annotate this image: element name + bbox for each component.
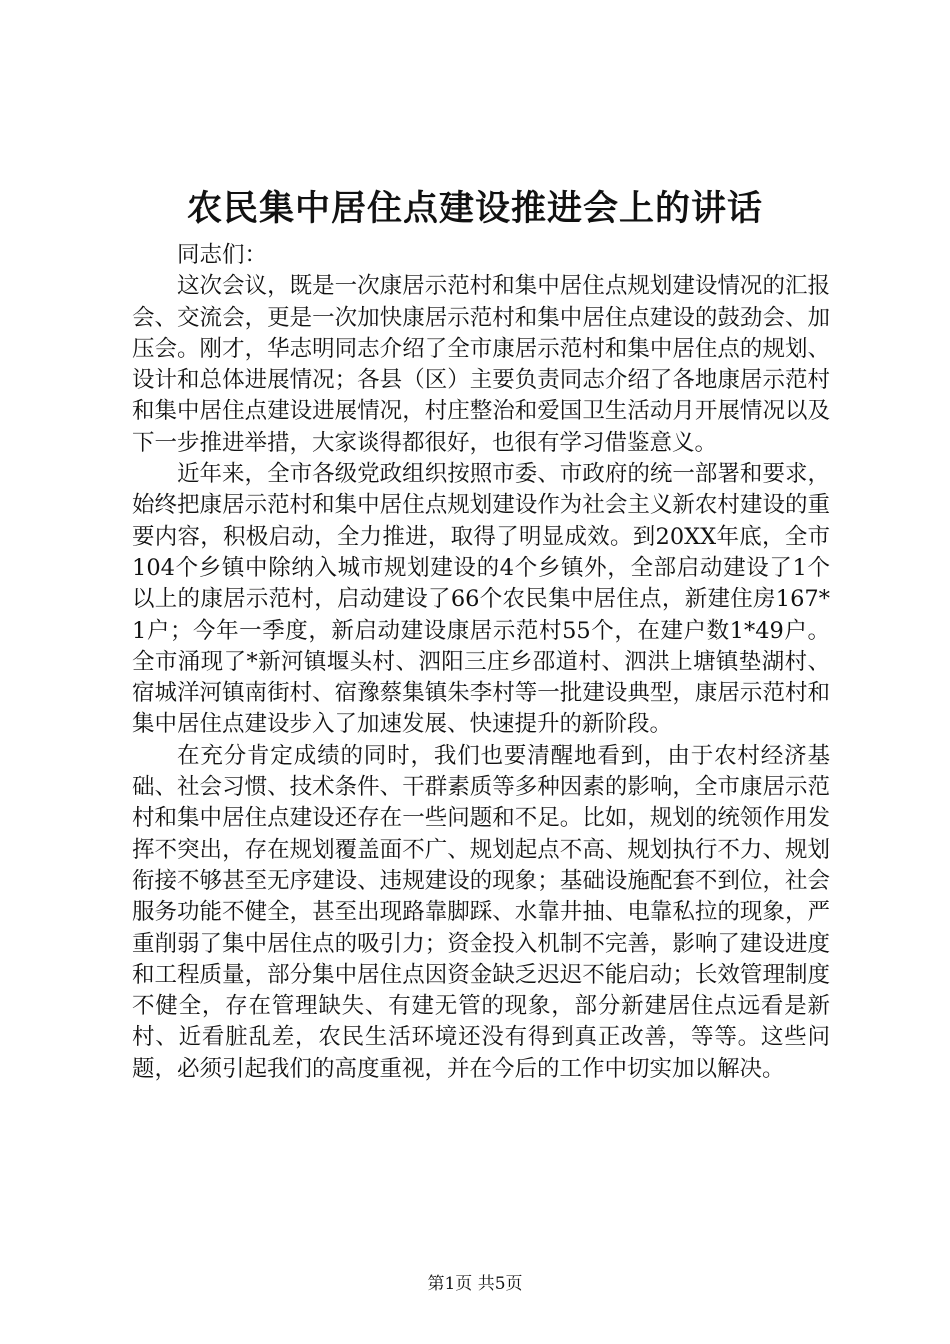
paragraph-1: 这次会议，既是一次康居示范村和集中居住点规划建设情况的汇报会、交流会，更是一次加快康居示范村和集中居住点建设的鼓劲会、加压会。刚才，华志明同志介绍了全市康居示范村和集中居住点的规划、设计和总体进展情况；各县（区）主要负责同志介绍了各地康居示范村和集中居住点建设进展情况，村庄整治和爱国卫生活动月开展情况以及下一步推进举措，大家谈得都很好，也很有学习借鉴意义。 [132, 273, 830, 456]
salutation: 同志们： [177, 242, 268, 268]
document-body [132, 240, 830, 1085]
paragraph-2: 近年来，全市各级党政组织按照市委、市政府的统一部署和要求，始终把康居示范村和集中居住点规划建设作为社会主义新农村建设的重要内容，积极启动，全力推进，取得了明显成效。到20XX年底，全市104个乡镇中除纳入城市规划建设的4个乡镇外，全部启动建设了1个以上的康居示范村，启动建设了66个农民集中居住点，新建住房167*1户；今年一季度，新启动建设康居示范村55个，在建户数1*49户。全市涌现了*新河镇堰头村、泗阳三庄乡邵道村、泗洪上塘镇垫湖村、宿城洋河镇南街村、宿豫蔡集镇朱李村等一批建设典型，康居示范村和集中居住点建设步入了加速发展、快速提升的新阶段。 [132, 461, 830, 738]
paragraph-3: 在充分肯定成绩的同时，我们也要清醒地看到，由于农村经济基础、社会习惯、技术条件、干群素质等多种因素的影响，全市康居示范村和集中居住点建设还存在一些问题和不足。比如，规划的统领作用发挥不突出，存在规划覆盖面不广、规划起点不高、规划执行不力、规划衔接不够甚至无序建设、违规建设的现象；基础设施配套不到位，社会服务功能不健全，甚至出现路靠脚踩、水靠井抽、电靠私拉的现象，严重削弱了集中居住点的吸引力；资金投入机制不完善，影响了建设进度和工程质量，部分集中居住点因资金缺乏迟迟不能启动；长效管理制度不健全，存在管理缺失、有建无管的现象，部分新建居住点远看是新村、近看脏乱差，农民生活环境还没有得到真正改善，等等。这些问题，必须引起我们的高度重视，并在今后的工作中切实加以解决。 [132, 742, 830, 1082]
page-footer: 第1页 共5页 [427, 1274, 523, 1294]
document-title: 农民集中居住点建设推进会上的讲话 [186, 188, 763, 229]
